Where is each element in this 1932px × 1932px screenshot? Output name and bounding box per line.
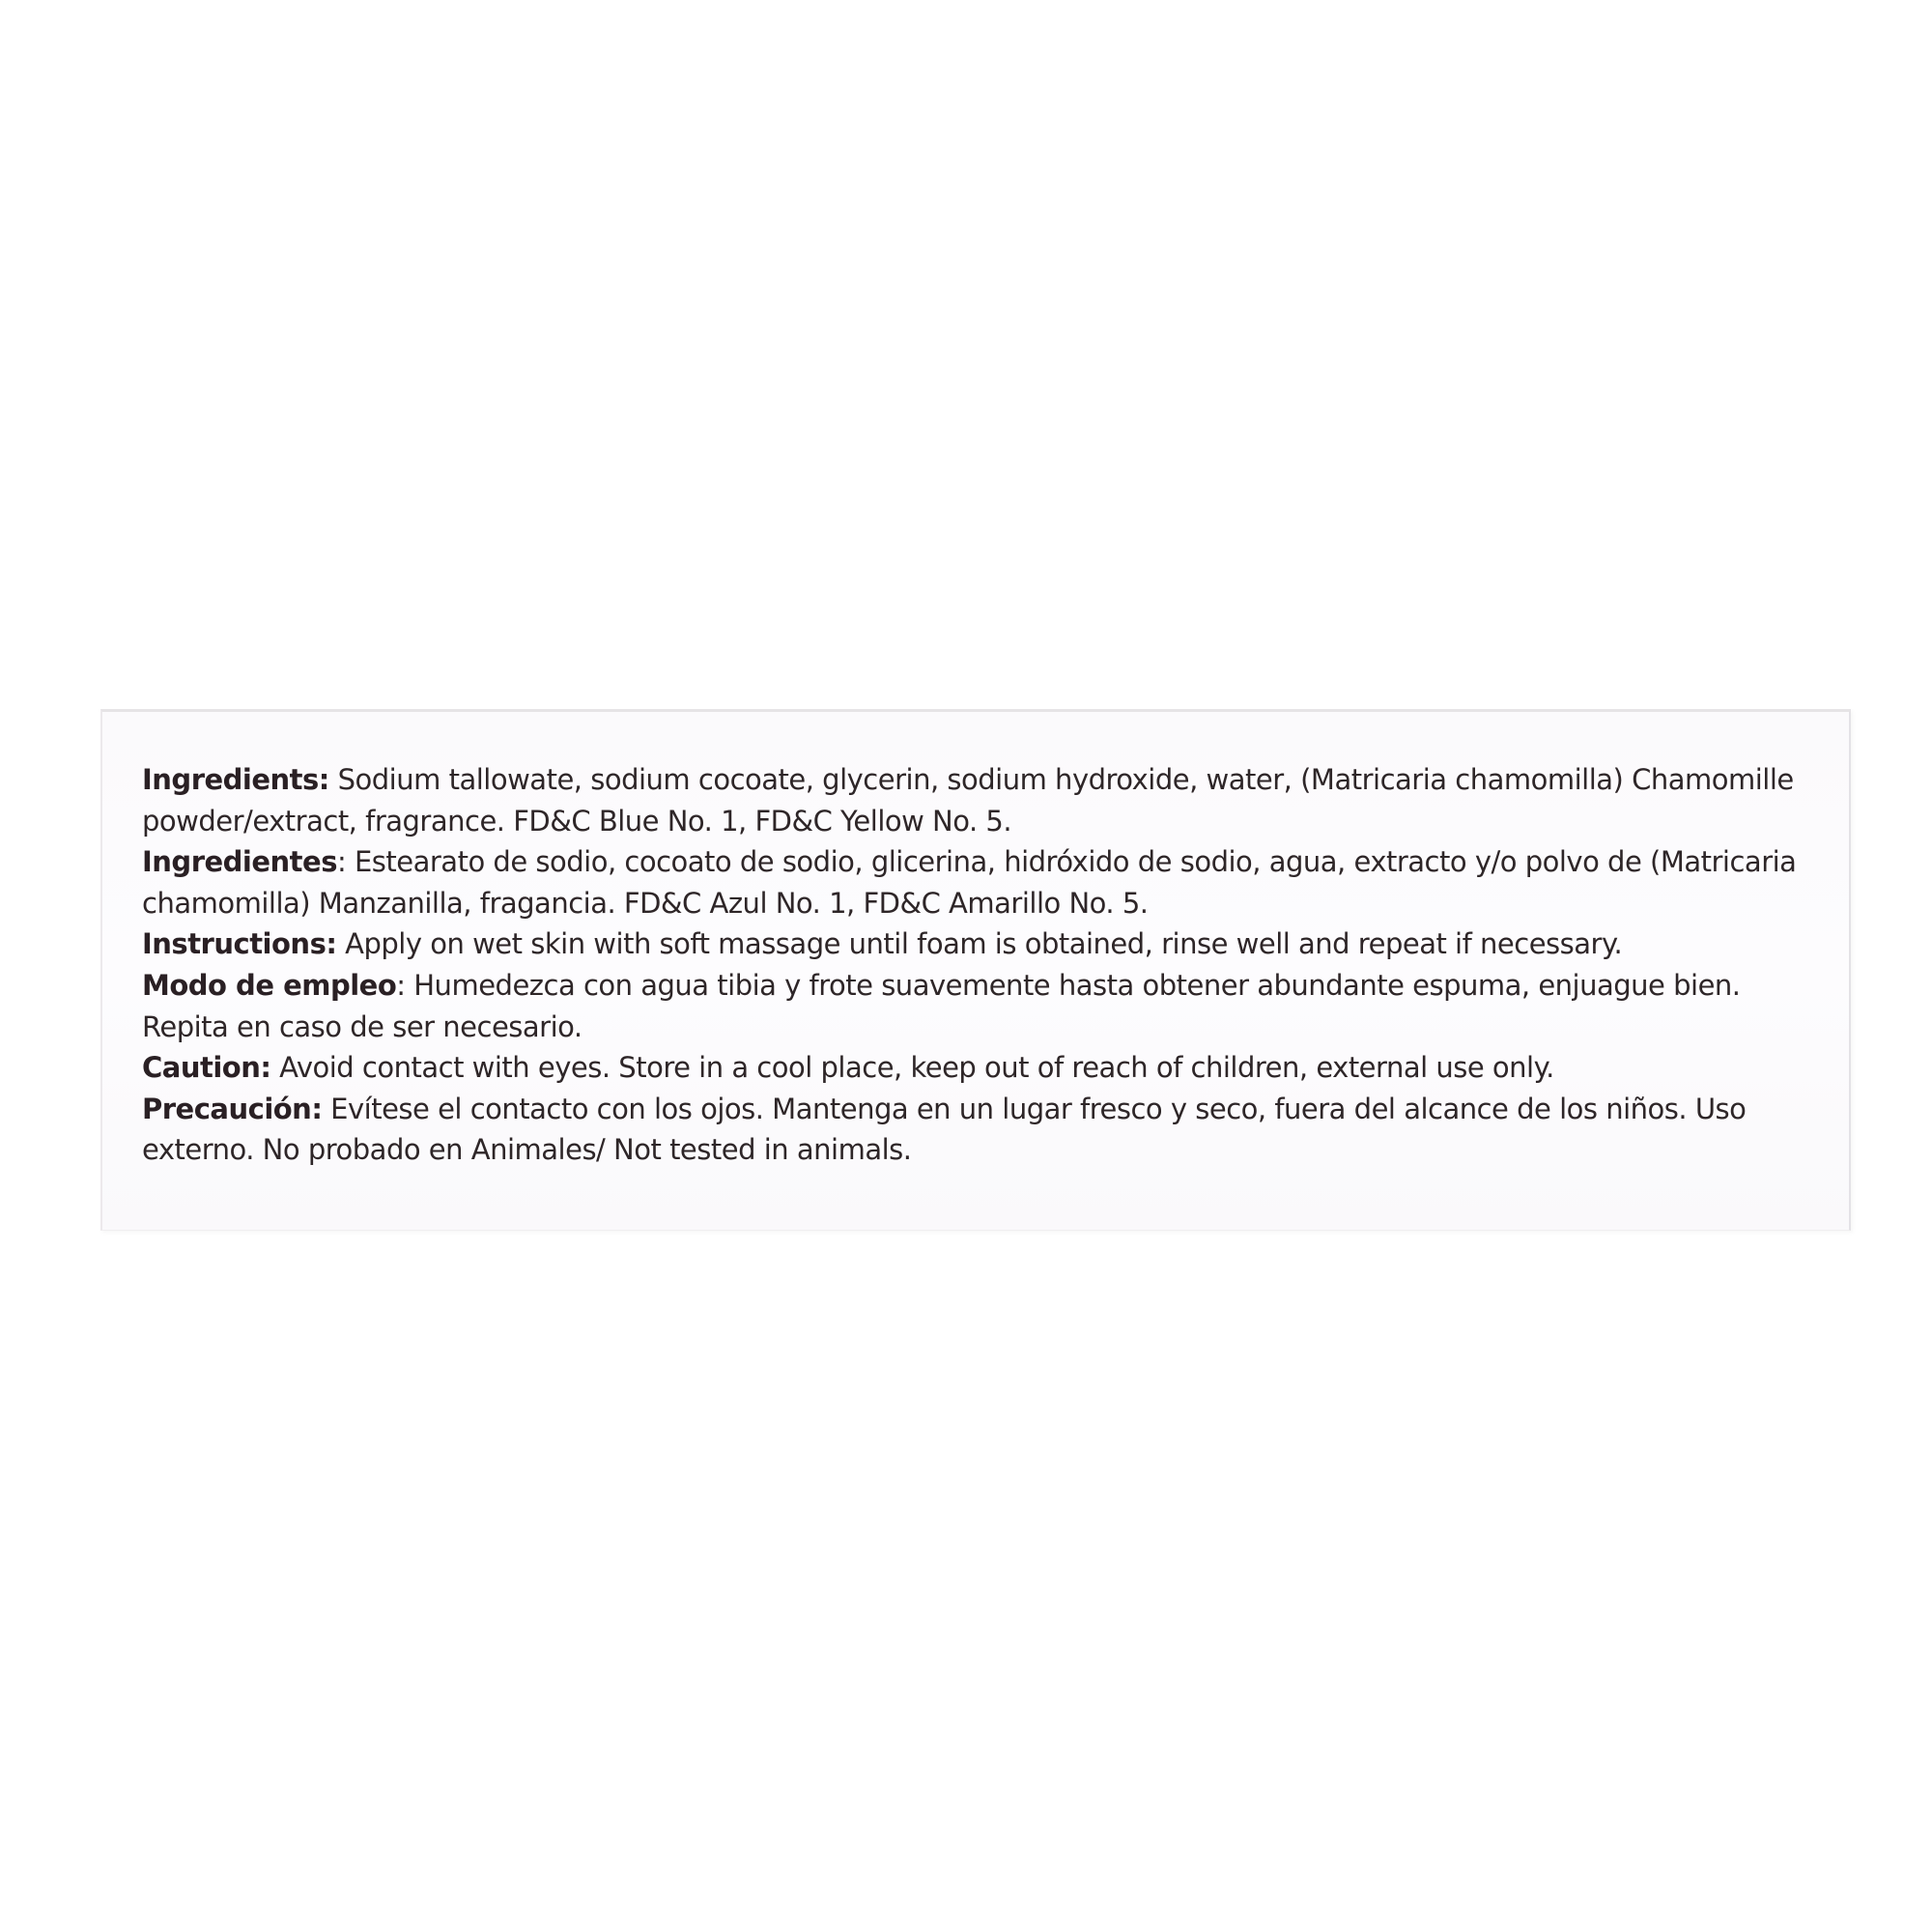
ingredients-es-heading: Ingredientes	[142, 845, 337, 879]
ingredients-en-paragraph	[142, 759, 1804, 841]
ingredients-es-text: : Estearato de sodio, cocoato de sodio, glicerina, hidróxido de sodio, agua, extracto y/o polvo de (Matricaria chamomilla) Manzanilla, fragancia. FD&C Azul No. 1, FD&C Amarillo No. 5.	[142, 845, 1797, 920]
ingredients-es-paragraph	[142, 841, 1804, 923]
caution-en-paragraph	[142, 1047, 1804, 1089]
caution-es-paragraph	[142, 1089, 1804, 1171]
product-label-card	[100, 709, 1851, 1231]
ingredients-en-text: Sodium tallowate, sodium cocoate, glycerin, sodium hydroxide, water, (Matricaria chamomilla) Chamomille powder/extract, fragrance. FD&C Blue No. 1, FD&C Yellow No. 5.	[142, 763, 1794, 838]
instructions-es-paragraph	[142, 965, 1804, 1047]
caution-en-text: Avoid contact with eyes. Store in a cool place, keep out of reach of children, external use only.	[270, 1051, 1554, 1085]
instructions-es-heading: Modo de empleo	[142, 968, 397, 1002]
label-text-block	[142, 759, 1804, 1171]
instructions-en-paragraph	[142, 923, 1804, 965]
instructions-en-heading: Instructions:	[142, 927, 337, 961]
instructions-en-text: Apply on wet skin with soft massage until foam is obtained, rinse well and repeat if necessary.	[336, 927, 1623, 961]
caution-es-text: Evítese el contacto con los ojos. Mantenga en un lugar fresco y seco, fuera del alcance de los niños. Uso externo. No probado en Animales/ Not tested in animals.	[142, 1092, 1747, 1167]
instructions-es-text: : Humedezca con agua tibia y frote suavemente hasta obtener abundante espuma, enjuague bien. Repita en caso de ser necesario.	[142, 968, 1741, 1043]
caution-es-heading: Precaución:	[142, 1092, 323, 1125]
ingredients-en-heading: Ingredients:	[142, 763, 329, 796]
caution-en-heading: Caution:	[142, 1051, 271, 1085]
